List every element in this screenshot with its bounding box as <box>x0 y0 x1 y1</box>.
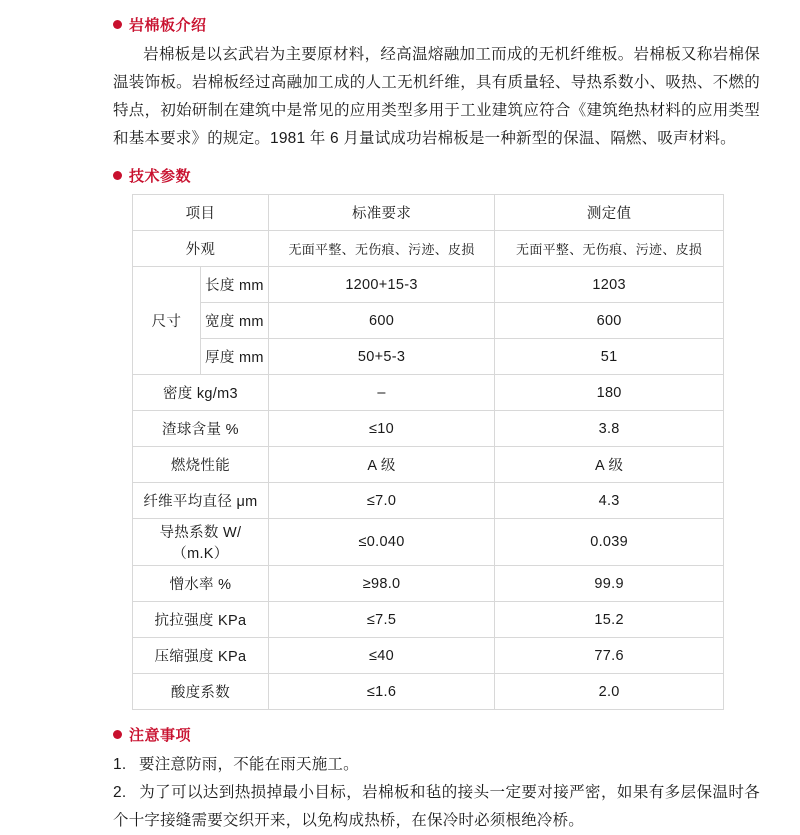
technical-parameters-table <box>132 194 724 710</box>
row-standard: ≤1.6 <box>268 674 494 710</box>
bullet-dot-icon <box>113 171 122 180</box>
table-row <box>133 566 724 602</box>
row-measured: 99.9 <box>495 566 724 602</box>
row-standard: – <box>268 375 494 411</box>
notes-heading-label: 注意事项 <box>129 727 192 744</box>
row-measured: 1203 <box>495 267 724 303</box>
intro-paragraph <box>28 41 772 153</box>
note-text: 为了可以达到热损掉最小目标，岩棉板和毡的接头一定要对接严密，如果有多层保温时各个十字接缝需要交织开来，以免构成热桥，在保冷时必须根绝冷桥。 <box>113 784 760 829</box>
bullet-dot-icon <box>113 20 122 29</box>
row-subitem: 长度 mm <box>200 267 268 303</box>
note-number: 1. <box>113 756 127 773</box>
row-measured: 0.039 <box>495 519 724 566</box>
table-row <box>133 638 724 674</box>
row-subitem: 宽度 mm <box>200 303 268 339</box>
intro-heading <box>28 14 772 35</box>
note-number: 2. <box>113 784 127 801</box>
row-item: 燃烧性能 <box>133 447 269 483</box>
row-item: 渣球含量 % <box>133 411 269 447</box>
table-row <box>133 674 724 710</box>
row-subitem: 厚度 mm <box>200 339 268 375</box>
row-item: 导热系数 W/（m.K） <box>133 519 269 566</box>
table-row <box>133 231 724 267</box>
row-standard: 1200+15-3 <box>268 267 494 303</box>
row-standard: ≤7.0 <box>268 483 494 519</box>
row-measured: 无面平整、无伤痕、污迹、皮损 <box>495 231 724 267</box>
params-heading <box>28 165 772 186</box>
column-header-item: 项目 <box>133 195 269 231</box>
row-standard: 50+5-3 <box>268 339 494 375</box>
params-heading-label: 技术参数 <box>129 168 192 185</box>
row-standard: 无面平整、无伤痕、污迹、皮损 <box>268 231 494 267</box>
table-row <box>133 483 724 519</box>
row-measured: 51 <box>495 339 724 375</box>
table-header-row <box>133 195 724 231</box>
row-item: 纤维平均直径 μm <box>133 483 269 519</box>
row-standard: ≤7.5 <box>268 602 494 638</box>
row-measured: 180 <box>495 375 724 411</box>
row-measured: 15.2 <box>495 602 724 638</box>
row-item: 酸度系数 <box>133 674 269 710</box>
table-row <box>133 375 724 411</box>
intro-section <box>28 14 772 153</box>
table-row <box>133 339 724 375</box>
notes-section <box>28 724 772 835</box>
intro-paragraph-text: 岩棉板是以玄武岩为主要原材料，经高温熔融加工而成的无机纤维板。岩棉板又称岩棉保温装饰板。岩棉板经过高融加工成的人工无机纤维，具有质量轻、导热系数小、吸热、不燃的特点，初始研制在建筑中是常见的应用类型多用于工业建筑应符合《建筑绝热材料的应用类型和基本要求》的规定。1981 年 6 月量试成功岩棉板是一种新型的保温、隔燃、吸声材料。 <box>113 46 760 147</box>
row-item: 抗拉强度 KPa <box>133 602 269 638</box>
intro-heading-label: 岩棉板介绍 <box>129 17 207 34</box>
row-measured: 3.8 <box>495 411 724 447</box>
table-row <box>133 447 724 483</box>
row-standard: ≤40 <box>268 638 494 674</box>
table-row <box>133 519 724 566</box>
table-row <box>133 303 724 339</box>
row-standard: ≤10 <box>268 411 494 447</box>
row-measured: 2.0 <box>495 674 724 710</box>
row-measured: 4.3 <box>495 483 724 519</box>
note-item-2 <box>28 779 772 835</box>
row-item: 憎水率 % <box>133 566 269 602</box>
notes-heading <box>28 724 772 745</box>
note-item-1 <box>28 751 772 779</box>
row-standard: 600 <box>268 303 494 339</box>
row-measured: 600 <box>495 303 724 339</box>
row-item: 尺寸 <box>133 267 201 375</box>
table-row <box>133 602 724 638</box>
note-text: 要注意防雨，不能在雨天施工。 <box>139 756 359 773</box>
column-header-standard: 标准要求 <box>268 195 494 231</box>
table-row <box>133 267 724 303</box>
row-standard: ≤0.040 <box>268 519 494 566</box>
column-header-measured: 测定值 <box>495 195 724 231</box>
row-standard: A 级 <box>268 447 494 483</box>
bullet-dot-icon <box>113 730 122 739</box>
row-item: 外观 <box>133 231 269 267</box>
row-item: 压缩强度 KPa <box>133 638 269 674</box>
table-row <box>133 411 724 447</box>
row-standard: ≥98.0 <box>268 566 494 602</box>
row-measured: A 级 <box>495 447 724 483</box>
row-measured: 77.6 <box>495 638 724 674</box>
row-item: 密度 kg/m3 <box>133 375 269 411</box>
